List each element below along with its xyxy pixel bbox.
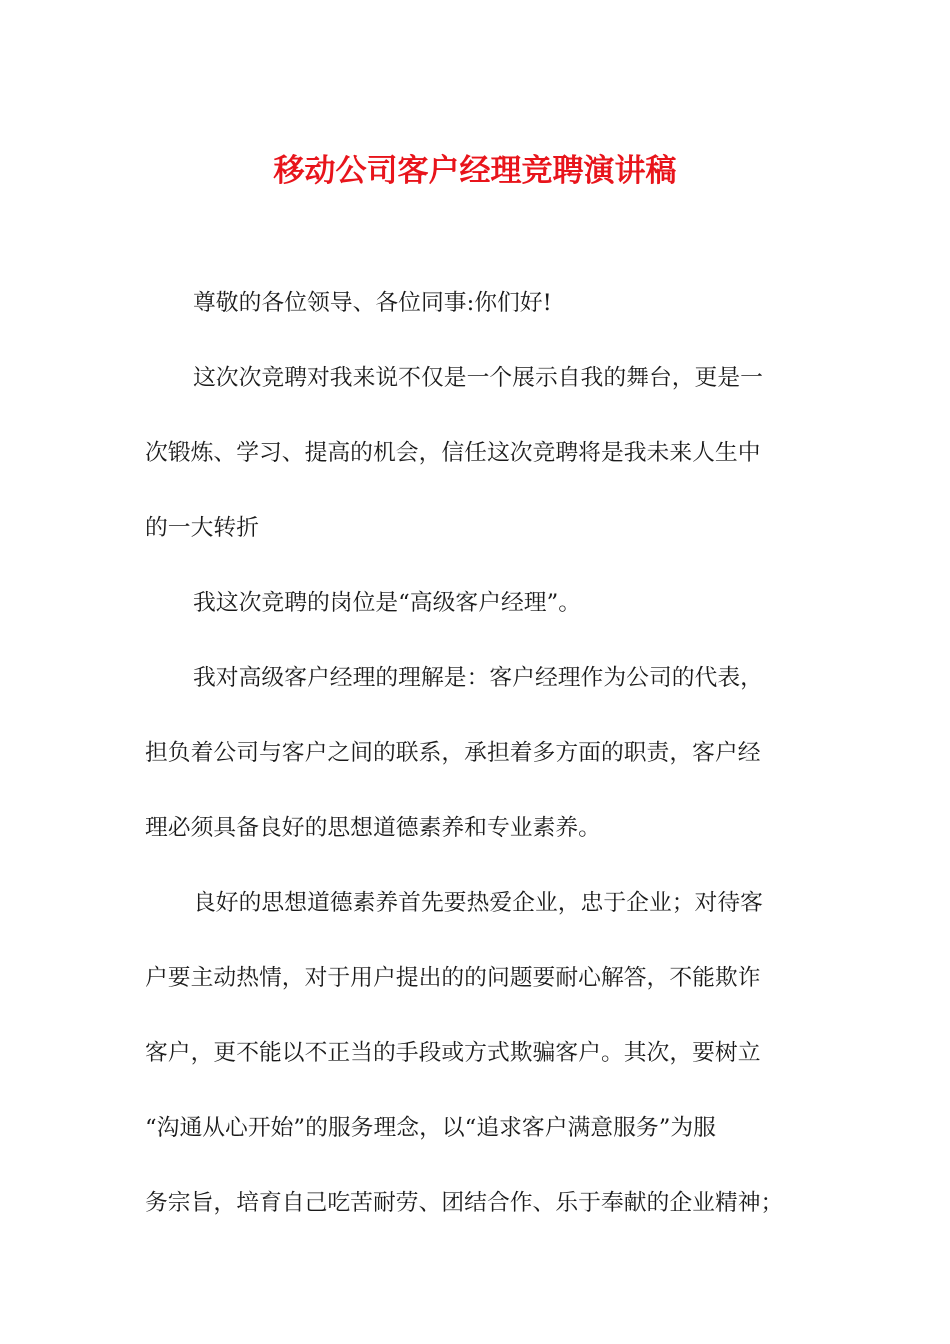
paragraph-line: 理必须具备良好的思想道德素养和专业素养。 <box>145 815 601 841</box>
document-title: 移动公司客户经理竞聘演讲稿 <box>273 153 677 189</box>
paragraph-line: 担负着公司与客户之间的联系，承担着多方面的职责，客户经 <box>145 740 761 766</box>
paragraph-line: 良好的思想道德素养首先要热爱企业，忠于企业；对待客 <box>193 890 763 916</box>
paragraph-line: 的一大转折 <box>145 515 259 541</box>
paragraph-opportunity <box>145 341 795 566</box>
paragraph-line: 户要主动热情，对于用户提出的的问题要耐心解答，不能欺诈 <box>145 965 761 991</box>
paragraph-line: 我对高级客户经理的理解是：客户经理作为公司的代表， <box>193 665 763 691</box>
paragraph-line: 这次次竞聘对我来说不仅是一个展示自我的舞台，更是一 <box>193 365 763 391</box>
paragraph-greeting <box>145 266 795 341</box>
paragraph-line: 客户，更不能以不正当的手段或方式欺骗客户。其次，要树立 <box>145 1040 761 1066</box>
paragraph-line: “沟通从心开始”的服务理念，以“追求客户满意服务”为服 <box>145 1115 716 1141</box>
document-body <box>145 266 795 1241</box>
paragraph-line: 我这次竞聘的岗位是“高级客户经理”。 <box>193 590 582 616</box>
paragraph-position <box>145 566 795 641</box>
paragraph-line: 务宗旨，培育自己吃苦耐劳、团结合作、乐于奉献的企业精神； <box>145 1190 784 1216</box>
paragraph-line: 尊敬的各位领导、各位同事:你们好! <box>193 290 552 316</box>
paragraph-ethics <box>145 866 795 1241</box>
paragraph-line: 次锻炼、学习、提高的机会，信任这次竞聘将是我未来人生中 <box>145 440 761 466</box>
paragraph-understanding <box>145 641 795 866</box>
